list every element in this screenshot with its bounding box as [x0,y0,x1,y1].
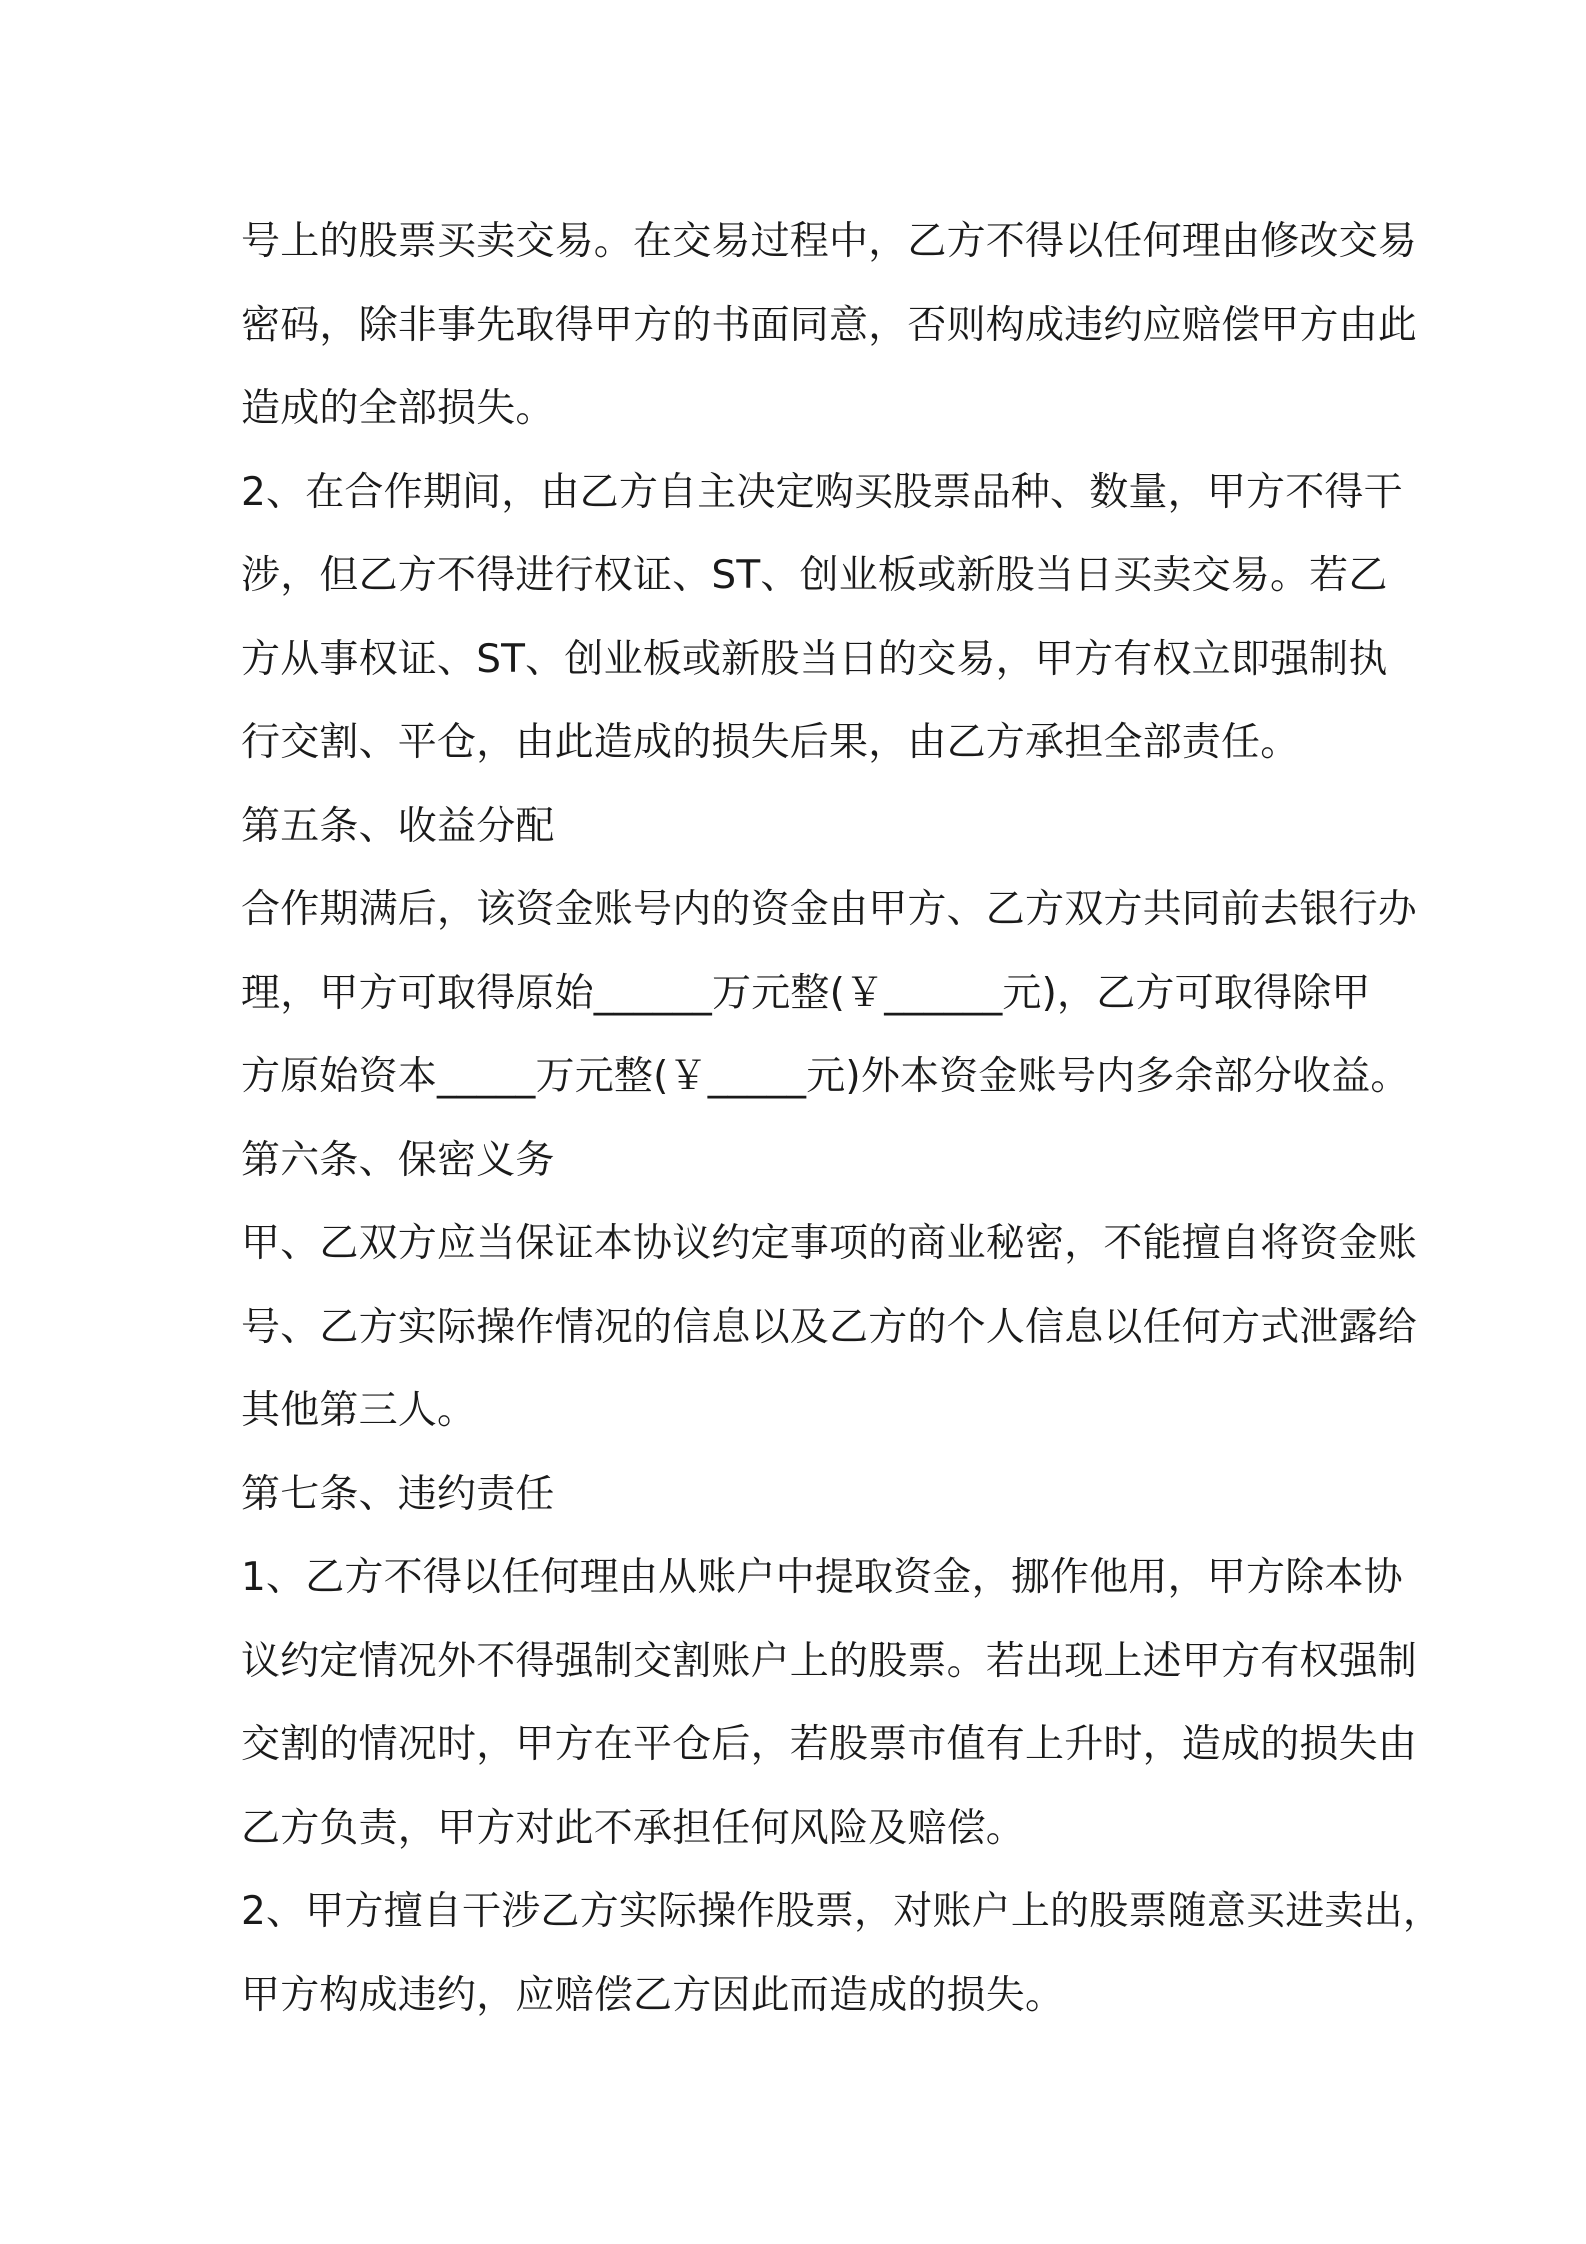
text-line: 交割的情况时，甲方在平仓后，若股票市值有上升时，造成的损失由 [241,1722,1418,1767]
text-line: 其他第三人。 [241,1388,477,1433]
text-line: 甲方构成违约，应赔偿乙方因此而造成的损失。 [241,1972,1065,2018]
text-line: 议约定情况外不得强制交割账户上的股票。若出现上述甲方有权强制 [241,1638,1418,1684]
clause-item-2: 2、在合作期间，由乙方自主决定购买股票品种、数量，甲方不得干 [241,469,1403,515]
clause-item-2: 2、甲方擅自干涉乙方实际操作股票，对账户上的股票随意买进卖出， [241,1889,1443,1934]
text-line: 造成的全部损失。 [241,386,555,431]
text-line: 方原始资本_____万元整(￥_____元)外本资金账号内多余部分收益。 [241,1054,1410,1099]
text-line: 密码，除非事先取得甲方的书面同意，否则构成违约应赔偿甲方由此 [241,302,1418,348]
text-line: 合作期满后，该资金账号内的资金由甲方、乙方双方共同前去银行办 [241,887,1418,932]
text-line: 涉，但乙方不得进行权证、ST、创业板或新股当日买卖交易。若乙 [241,553,1388,598]
text-line: 号、乙方实际操作情况的信息以及乙方的个人信息以任何方式泄露给 [241,1304,1418,1350]
text-line: 甲、乙双方应当保证本协议约定事项的商业秘密，不能擅自将资金账 [241,1221,1418,1266]
section-heading-article-5: 第五条、收益分配 [241,803,555,849]
text-line: 行交割、平仓，由此造成的损失后果，由乙方承担全部责任。 [241,720,1300,765]
clause-item-1: 1、乙方不得以任何理由从账户中提取资金，挪作他用，甲方除本协 [241,1555,1403,1600]
section-heading-article-7: 第七条、违约责任 [241,1471,555,1517]
document-page [241,200,1443,2037]
text-line: 号上的股票买卖交易。在交易过程中，乙方不得以任何理由修改交易 [241,219,1418,264]
text-line: 理，甲方可取得原始______万元整(￥______元)，乙方可取得除甲 [241,970,1371,1016]
text-line: 乙方负责，甲方对此不承担任何风险及赔偿。 [241,1805,1026,1851]
text-line: 方从事权证、ST、创业板或新股当日的交易，甲方有权立即强制执 [241,636,1388,682]
section-heading-article-6: 第六条、保密义务 [241,1137,555,1183]
